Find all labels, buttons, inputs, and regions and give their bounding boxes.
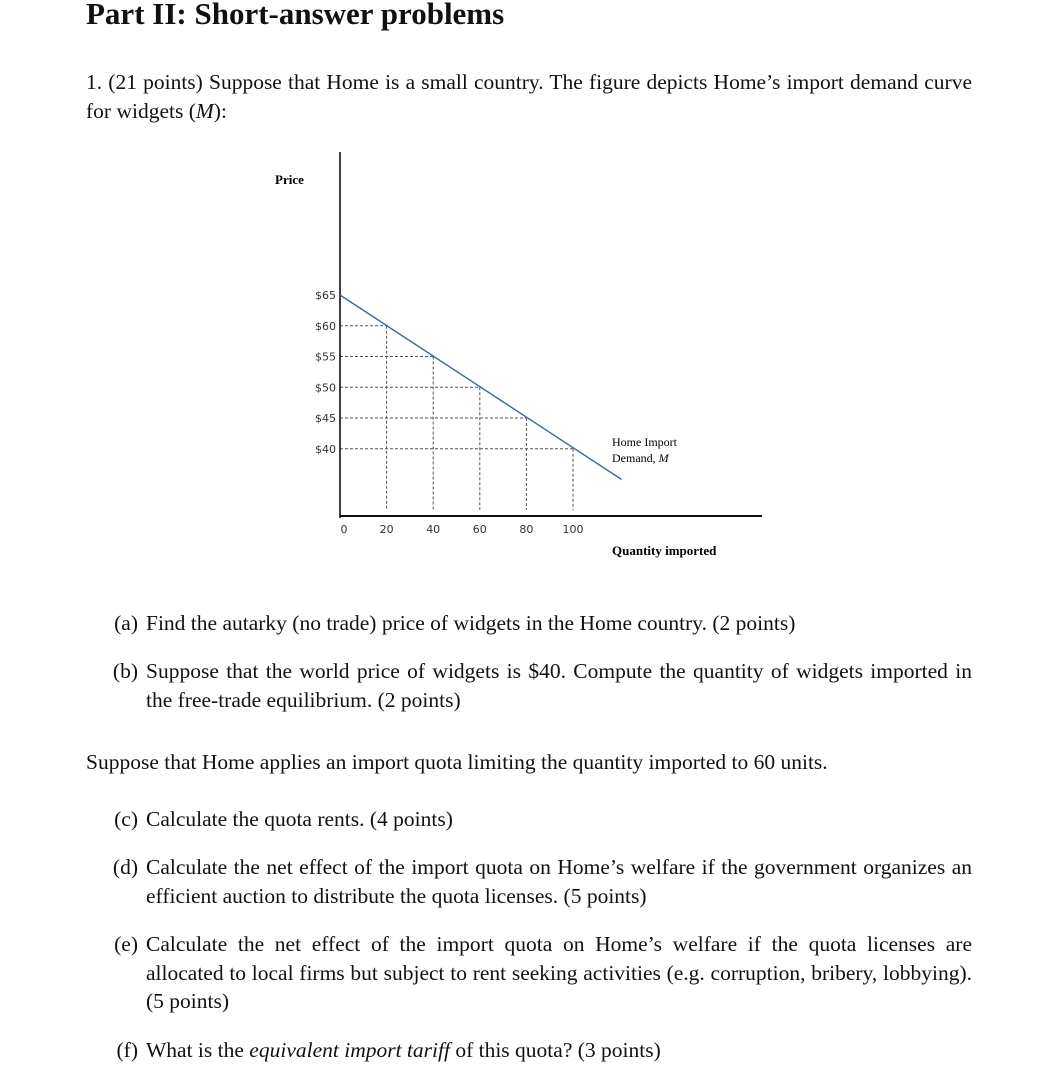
question-label: (e) xyxy=(114,932,138,956)
y-tick-labels xyxy=(315,289,336,456)
problem-text-end: ): xyxy=(213,99,227,123)
y-tick-label: $45 xyxy=(315,412,336,425)
series-label-variable: M xyxy=(658,451,669,465)
question-text: Suppose that the world price of widgets is $40. Compute the quantity of widgets imported in the free-trade equilibrium. (2 points) xyxy=(146,659,972,712)
y-tick-label: $40 xyxy=(315,442,336,456)
series-label-line1: Home Import xyxy=(612,435,677,449)
question-d xyxy=(112,853,972,910)
y-tick-label: $50 xyxy=(315,381,336,395)
import-demand-chart xyxy=(260,148,770,568)
question-a xyxy=(114,609,972,638)
question-f xyxy=(116,1036,972,1065)
question-c xyxy=(114,805,972,834)
y-axis-label: Price xyxy=(275,172,304,187)
problem-number: 1. xyxy=(86,70,103,94)
x-axis-label: Quantity imported xyxy=(612,543,717,558)
section-heading: Part II: Short-answer problems xyxy=(86,0,505,31)
question-text-end: of this quota? (3 points) xyxy=(449,1038,661,1062)
question-text: Find the autarky (no trade) price of widgets in the Home country. (2 points) xyxy=(146,611,796,635)
x-tick-label: 0 xyxy=(340,523,348,536)
quota-statement: Suppose that Home applies an import quota limiting the quantity imported to 60 units. xyxy=(86,750,828,774)
series-label-line2 xyxy=(612,451,670,465)
problem-variable: M xyxy=(195,99,214,123)
x-tick-labels xyxy=(341,523,584,536)
x-tick-label: 20 xyxy=(379,523,394,536)
problem-text: Suppose that Home is a small country. The figure depicts Home’s import demand curve for widgets ( xyxy=(86,70,973,123)
question-text: Calculate the quota rents. (4 points) xyxy=(146,807,453,831)
x-tick-label: 100 xyxy=(562,523,584,536)
series-label-text: Demand, xyxy=(612,451,659,465)
question-text: Calculate the net effect of the import quota on Home’s welfare if the quota licenses are allocated to local firms but subject to rent seeking activities (e.g. corruption, bribery, lobbying). (5 points) xyxy=(146,932,972,1013)
question-text: Calculate the net effect of the import quota on Home’s welfare if the government organizes an efficient auction to distribute the quota licenses. (5 points) xyxy=(146,855,972,908)
question-label: (d) xyxy=(112,855,138,879)
reference-lines xyxy=(340,326,573,510)
y-tick-label: $65 xyxy=(315,289,336,302)
question-label: (c) xyxy=(114,807,138,831)
problem-points: (21 points) xyxy=(108,70,203,94)
question-label: (f) xyxy=(116,1038,138,1062)
x-tick-label: 80 xyxy=(519,523,534,536)
y-tick-label: $60 xyxy=(315,319,336,333)
x-tick-label: 40 xyxy=(426,523,441,536)
question-emphasis: equivalent import tariff xyxy=(249,1038,450,1062)
question-label: (b) xyxy=(112,659,138,683)
y-tick-label: $55 xyxy=(315,350,336,364)
question-b xyxy=(112,657,972,714)
problem-statement xyxy=(86,68,972,126)
question-e xyxy=(114,930,972,1016)
x-tick-label: 60 xyxy=(472,523,487,536)
question-label: (a) xyxy=(114,611,138,635)
question-text: What is the xyxy=(146,1038,250,1062)
